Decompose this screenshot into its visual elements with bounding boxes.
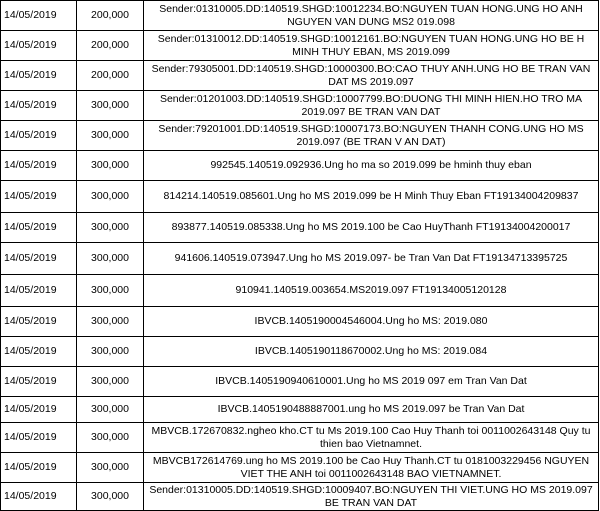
amount-cell: 300,000 (77, 181, 144, 213)
table-row (1, 453, 599, 483)
amount-cell: 300,000 (77, 151, 144, 181)
date-cell: 14/05/2019 (1, 337, 77, 367)
table-row (1, 61, 599, 91)
amount-cell: 300,000 (77, 275, 144, 307)
amount-cell: 300,000 (77, 453, 144, 483)
table-row (1, 91, 599, 121)
amount-cell: 300,000 (77, 243, 144, 275)
date-cell: 14/05/2019 (1, 307, 77, 337)
table-row (1, 121, 599, 151)
table-row (1, 31, 599, 61)
description-cell: 992545.140519.092936.Ung ho ma so 2019.099 be hminh thuy eban (144, 151, 599, 181)
amount-cell: 200,000 (77, 61, 144, 91)
date-cell: 14/05/2019 (1, 423, 77, 453)
table-row (1, 483, 599, 511)
amount-cell: 300,000 (77, 121, 144, 151)
description-cell: Sender:79201001.DD:140519.SHGD:10007173.BO:NGUYEN THANH CONG.UNG HO MS 2019.097 (BE TRAN V AN DAT) (144, 121, 599, 151)
table-row (1, 397, 599, 423)
description-cell: 893877.140519.085338.Ung ho MS 2019.100 be Cao HuyThanh FT19134004200017 (144, 213, 599, 243)
table-row (1, 181, 599, 213)
description-cell: Sender:01310005.DD:140519.SHGD:10012234.BO:NGUYEN TUAN HONG.UNG HO ANH NGUYEN VAN DUNG MS2 019.098 (144, 1, 599, 31)
table-row (1, 1, 599, 31)
description-cell: Sender:01310012.DD:140519.SHGD:10012161.BO:NGUYEN TUAN HONG.UNG HO BE H MINH THUY EBAN, MS 2019.099 (144, 31, 599, 61)
date-cell: 14/05/2019 (1, 91, 77, 121)
date-cell: 14/05/2019 (1, 275, 77, 307)
description-cell: IBVCB.1405190488887001.ung ho MS 2019.097 be Tran Van Dat (144, 397, 599, 423)
description-cell: Sender:79305001.DD:140519.SHGD:10000300.BO:CAO THUY ANH.UNG HO BE TRAN VAN DAT MS 2019.097 (144, 61, 599, 91)
description-cell: 910941.140519.003654.MS2019.097 FT19134005120128 (144, 275, 599, 307)
date-cell: 14/05/2019 (1, 31, 77, 61)
description-cell: IBVCB.1405190118670002.Ung ho MS: 2019.084 (144, 337, 599, 367)
date-cell: 14/05/2019 (1, 213, 77, 243)
date-cell: 14/05/2019 (1, 483, 77, 511)
amount-cell: 200,000 (77, 1, 144, 31)
amount-cell: 300,000 (77, 483, 144, 511)
amount-cell: 300,000 (77, 91, 144, 121)
date-cell: 14/05/2019 (1, 61, 77, 91)
description-cell: Sender:01201003.DD:140519.SHGD:10007799.BO:DUONG THI MINH HIEN.HO TRO MA 2019.097 BE TRAN VAN DAT (144, 91, 599, 121)
description-cell: 814214.140519.085601.Ung ho MS 2019.099 be H Minh Thuy Eban FT19134004209837 (144, 181, 599, 213)
amount-cell: 300,000 (77, 367, 144, 397)
date-cell: 14/05/2019 (1, 121, 77, 151)
description-cell: IBVCB.1405190004546004.Ung ho MS: 2019.080 (144, 307, 599, 337)
description-cell: MBVCB.172670832.ngheo kho.CT tu Ms 2019.100 Cao Huy Thanh toi 0011002643148 Quy tu thien bao Vietnamnet. (144, 423, 599, 453)
description-cell: Sender:01310005.DD:140519.SHGD:10009407.BO:NGUYEN THI VIET.UNG HO MS 2019.097 BE TRAN VAN DAT (144, 483, 599, 511)
table-row (1, 151, 599, 181)
description-cell: MBVCB172614769.ung ho MS 2019.100 be Cao Huy Thanh.CT tu 0181003229456 NGUYEN VIET THE ANH toi 0011002643148 BAO VIETNAMNET. (144, 453, 599, 483)
table-row (1, 367, 599, 397)
amount-cell: 300,000 (77, 423, 144, 453)
date-cell: 14/05/2019 (1, 1, 77, 31)
date-cell: 14/05/2019 (1, 453, 77, 483)
table-row (1, 275, 599, 307)
amount-cell: 300,000 (77, 397, 144, 423)
table-row (1, 243, 599, 275)
table-row (1, 307, 599, 337)
date-cell: 14/05/2019 (1, 397, 77, 423)
description-cell: IBVCB.1405190940610001.Ung ho MS 2019 097 em Tran Van Dat (144, 367, 599, 397)
table-row (1, 337, 599, 367)
date-cell: 14/05/2019 (1, 151, 77, 181)
date-cell: 14/05/2019 (1, 181, 77, 213)
table-row (1, 213, 599, 243)
amount-cell: 300,000 (77, 213, 144, 243)
table-row (1, 423, 599, 453)
description-cell: 941606.140519.073947.Ung ho MS 2019.097- be Tran Van Dat FT19134713395725 (144, 243, 599, 275)
amount-cell: 300,000 (77, 307, 144, 337)
amount-cell: 200,000 (77, 31, 144, 61)
date-cell: 14/05/2019 (1, 243, 77, 275)
amount-cell: 300,000 (77, 337, 144, 367)
date-cell: 14/05/2019 (1, 367, 77, 397)
